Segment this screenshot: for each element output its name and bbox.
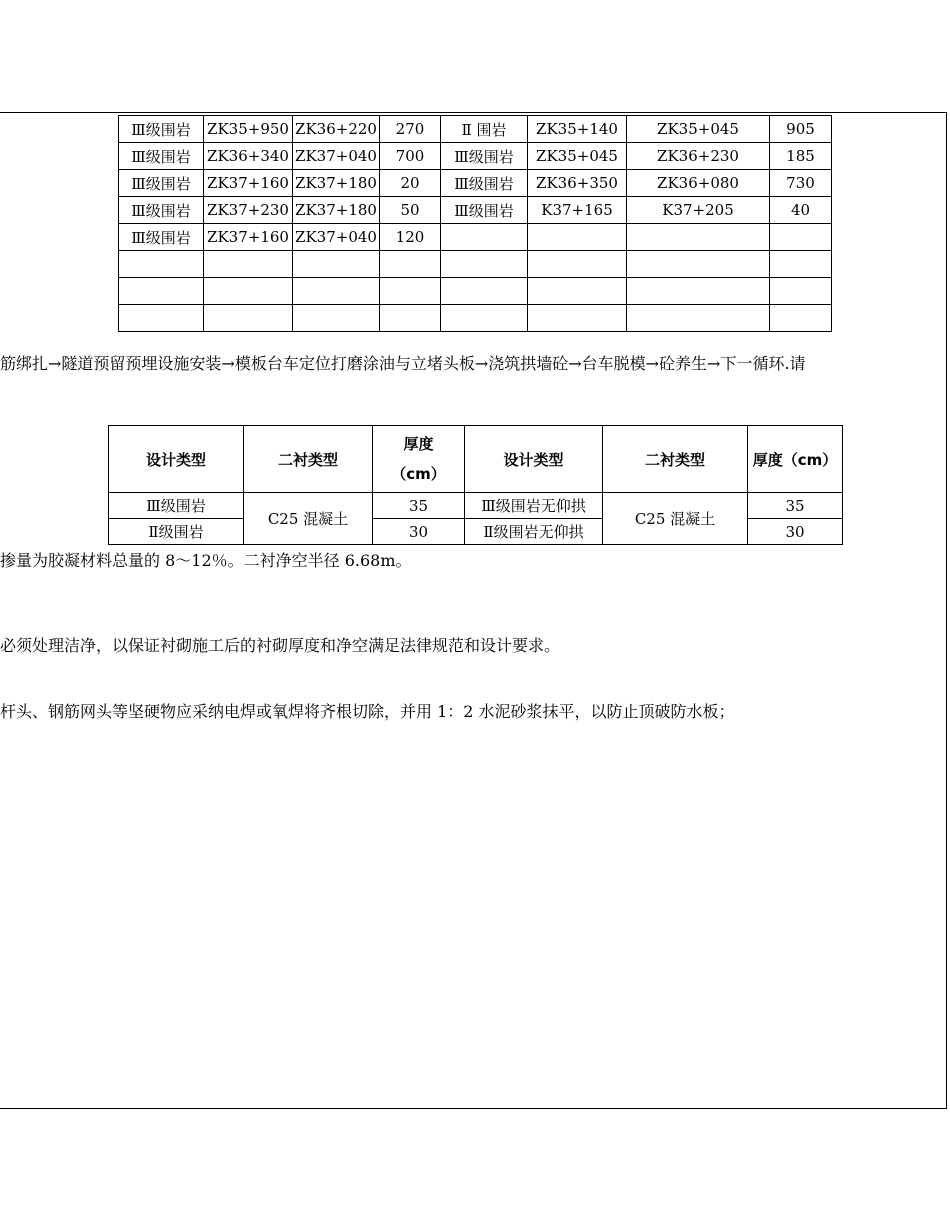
table-cell: [441, 224, 528, 251]
table-cell: 700: [380, 143, 441, 170]
table-cell: ZK37+040: [293, 224, 380, 251]
header-design-type: 设计类型: [109, 426, 244, 493]
table-cell: Ⅲ级围岩: [441, 143, 528, 170]
table-cell: [119, 305, 204, 332]
table-cell: [627, 251, 770, 278]
table-cell: [528, 278, 627, 305]
table-cell: Ⅱ级围岩: [109, 519, 244, 545]
table-cell: [528, 251, 627, 278]
table-cell-lining: C25 混凝土: [244, 493, 373, 545]
table-cell: [627, 305, 770, 332]
table-cell: [380, 305, 441, 332]
table-cell: ZK36+080: [627, 170, 770, 197]
table-cell: [627, 278, 770, 305]
table-cell: [441, 278, 528, 305]
table-cell: [380, 278, 441, 305]
header-thickness: 厚度 （cm）: [373, 426, 465, 493]
table-cell: K37+205: [627, 197, 770, 224]
table-cell: ZK37+160: [204, 170, 293, 197]
table-cell: ZK37+230: [204, 197, 293, 224]
table-cell: [770, 224, 832, 251]
table-cell: 35: [748, 493, 843, 519]
table-cell: [441, 305, 528, 332]
table-cell: [204, 278, 293, 305]
table-row: [119, 197, 832, 224]
table-cell: Ⅲ级围岩: [119, 170, 204, 197]
table-cell: Ⅲ级围岩: [109, 493, 244, 519]
table-cell: [528, 305, 627, 332]
table-cell: ZK35+950: [204, 116, 293, 143]
table-cell: Ⅲ级围岩: [119, 116, 204, 143]
table-cell: K37+165: [528, 197, 627, 224]
table-cell: 270: [380, 116, 441, 143]
header-lining-type: 二衬类型: [244, 426, 373, 493]
table-cell: 30: [748, 519, 843, 545]
table-row: [119, 278, 832, 305]
table-cell: 40: [770, 197, 832, 224]
table-cell: [627, 224, 770, 251]
table-cell: 20: [380, 170, 441, 197]
table-row: [119, 305, 832, 332]
table-cell: Ⅲ级围岩: [441, 170, 528, 197]
table-cell: 30: [373, 519, 465, 545]
table-cell: [119, 278, 204, 305]
table-cell: [770, 278, 832, 305]
header-lining-type-2: 二衬类型: [603, 426, 748, 493]
table-cell: Ⅲ级围岩无仰拱: [465, 493, 603, 519]
table-cell: ZK35+045: [528, 143, 627, 170]
table-cell: [770, 305, 832, 332]
table-cell: [528, 224, 627, 251]
table-cell: [380, 251, 441, 278]
table-cell: ZK35+140: [528, 116, 627, 143]
table-cell: [204, 305, 293, 332]
text-line-clean: 必须处理洁净，以保证衬砌施工后的衬砌厚度和净空满足法律规范和设计要求。: [0, 636, 561, 655]
table-cell: [119, 251, 204, 278]
table-cell: 50: [380, 197, 441, 224]
table-cell: ZK35+045: [627, 116, 770, 143]
table-cell: 185: [770, 143, 832, 170]
table-cell: ZK36+220: [293, 116, 380, 143]
header-thickness-2: 厚度（cm）: [748, 426, 843, 493]
table-cell: ZK37+040: [293, 143, 380, 170]
table-cell: Ⅱ 围岩: [441, 116, 528, 143]
table-row: [119, 224, 832, 251]
table-cell: 35: [373, 493, 465, 519]
table-row: [119, 251, 832, 278]
table-cell: [204, 251, 293, 278]
table-cell: [293, 278, 380, 305]
table-cell: [293, 251, 380, 278]
table-cell: Ⅲ级围岩: [441, 197, 528, 224]
table-cell: ZK36+350: [528, 170, 627, 197]
table-cell: Ⅲ级围岩: [119, 143, 204, 170]
process-text: 筋绑扎→隧道预留预埋设施安装→模板台车定位打磨涂油与立堵头板→浇筑拱墙砼→台车脱模→砼养生→下一循环.请: [0, 354, 806, 373]
table-cell: [441, 251, 528, 278]
table-row: [119, 170, 832, 197]
table-cell: ZK36+230: [627, 143, 770, 170]
table-cell: [293, 305, 380, 332]
text-line-mix: 掺量为胶凝材料总量的 8～12％。二衬净空半径 6.68m。: [0, 551, 412, 570]
table-cell: Ⅲ级围岩: [119, 197, 204, 224]
table-cell: 730: [770, 170, 832, 197]
table-cell: ZK37+180: [293, 197, 380, 224]
table-cell: 905: [770, 116, 832, 143]
header-design-type-2: 设计类型: [465, 426, 603, 493]
table-cell-lining-2: C25 混凝土: [603, 493, 748, 545]
table-cell: ZK37+160: [204, 224, 293, 251]
table-cell: Ⅱ级围岩无仰拱: [465, 519, 603, 545]
lining-table: [108, 425, 843, 545]
rock-grade-table: [118, 115, 832, 332]
table-cell: ZK36+340: [204, 143, 293, 170]
table-cell: 120: [380, 224, 441, 251]
table-row: [119, 143, 832, 170]
table-cell: [770, 251, 832, 278]
text-line-cut: 杆头、钢筋网头等坚硬物应采纳电焊或氧焊将齐根切除，并用 1：2 水泥砂浆抹平，以防止顶破防水板；: [0, 702, 735, 721]
table-row: [119, 116, 832, 143]
table-cell: Ⅲ级围岩: [119, 224, 204, 251]
table-cell: ZK37+180: [293, 170, 380, 197]
